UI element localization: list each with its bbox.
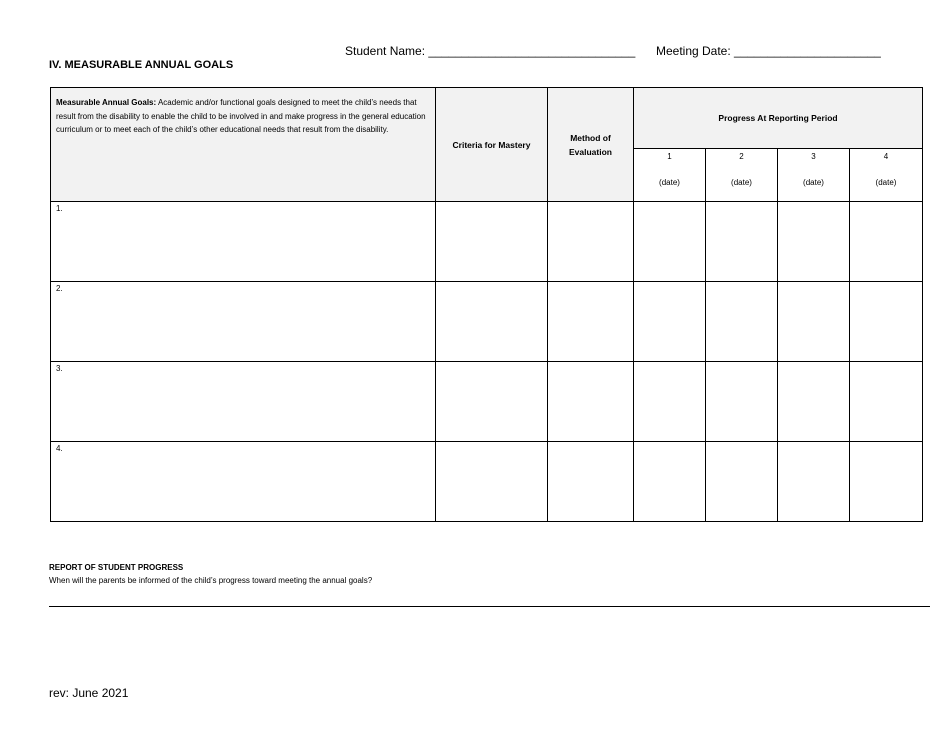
meeting-date-label: Meeting Date: (655, 44, 731, 58)
period-4-cell (850, 149, 923, 202)
criteria-cell[interactable] (436, 442, 548, 522)
progress-cell[interactable] (850, 282, 923, 362)
section-title: IV. MEASURABLE ANNUAL GOALS (49, 59, 234, 71)
progress-header: Progress At Reporting Period (634, 88, 923, 149)
period-1-cell (634, 149, 706, 202)
period-3-number: 3 (811, 152, 816, 161)
goal-2-cell[interactable]: 2. (51, 282, 436, 362)
criteria-header: Criteria for Mastery (436, 88, 548, 202)
progress-cell[interactable] (706, 282, 778, 362)
progress-cell[interactable] (850, 202, 923, 282)
progress-cell[interactable] (634, 362, 706, 442)
method-cell[interactable] (548, 362, 634, 442)
criteria-cell[interactable] (436, 362, 548, 442)
goal-1-cell[interactable]: 1. (51, 202, 436, 282)
table-row (51, 282, 923, 362)
report-answer-line[interactable] (49, 606, 930, 607)
goals-header-text: Academic and/or functional goals designed to meet the child’s needs that result from the disability to enable the child to be involved in and make progress in the general education curriculum or to meet each of the child’s other educational needs that result from the disability. (56, 98, 426, 134)
progress-cell[interactable] (850, 442, 923, 522)
progress-cell[interactable] (706, 442, 778, 522)
period-4-date: (date) (875, 178, 897, 187)
progress-cell[interactable] (634, 282, 706, 362)
student-name-field[interactable]: _______________________________ (428, 44, 636, 58)
period-2-date: (date) (731, 178, 752, 187)
criteria-cell[interactable] (436, 282, 548, 362)
progress-cell[interactable] (850, 362, 923, 442)
method-cell[interactable] (548, 442, 634, 522)
goal-3-cell[interactable]: 3. (51, 362, 436, 442)
table-row (51, 202, 923, 282)
period-2-cell (706, 149, 778, 202)
goals-header-bold: Measurable Annual Goals: (56, 98, 157, 107)
method-cell[interactable] (548, 282, 634, 362)
progress-cell[interactable] (778, 362, 850, 442)
student-name-label: Student Name: (345, 44, 426, 58)
progress-cell[interactable] (706, 202, 778, 282)
method-cell[interactable] (548, 202, 634, 282)
goal-4-cell[interactable]: 4. (51, 442, 436, 522)
revision-label: rev: June 2021 (49, 686, 129, 700)
progress-cell[interactable] (778, 282, 850, 362)
progress-cell[interactable] (778, 442, 850, 522)
report-question: When will the parents be informed of the child’s progress toward meeting the annual goals? (49, 576, 373, 585)
annual-goals-table (50, 87, 923, 522)
student-info-line (345, 44, 881, 58)
progress-cell[interactable] (634, 442, 706, 522)
period-4-number: 4 (883, 152, 889, 161)
meeting-date-field[interactable]: ______________________ (734, 44, 881, 58)
goals-header-cell (51, 88, 436, 202)
progress-cell[interactable] (634, 202, 706, 282)
period-3-cell (778, 149, 850, 202)
table-row (51, 362, 923, 442)
report-title: REPORT OF STUDENT PROGRESS (49, 563, 184, 572)
period-1-date: (date) (659, 178, 680, 187)
table-row (51, 442, 923, 522)
criteria-cell[interactable] (436, 202, 548, 282)
period-3-date: (date) (803, 178, 824, 187)
progress-cell[interactable] (706, 362, 778, 442)
period-1-number: 1 (667, 152, 672, 161)
method-header: Method of Evaluation (548, 88, 634, 202)
period-2-number: 2 (739, 152, 744, 161)
progress-cell[interactable] (778, 202, 850, 282)
